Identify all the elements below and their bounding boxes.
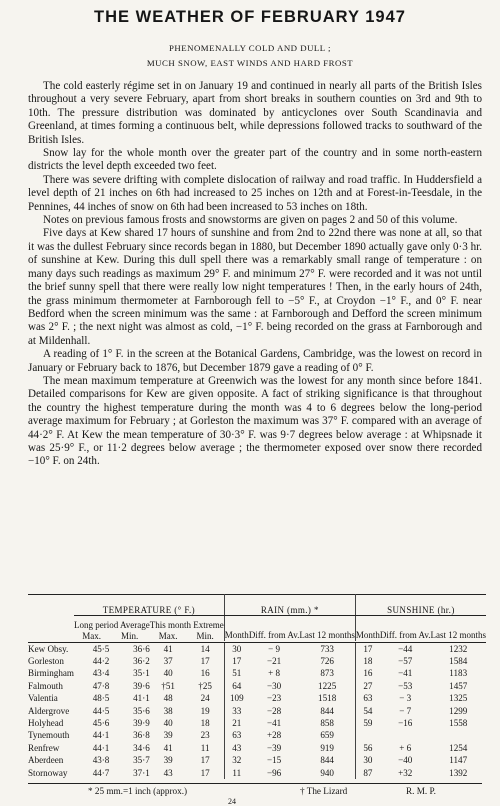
cell-sun-12: 1558	[449, 718, 468, 729]
table-row	[28, 655, 486, 667]
table-row	[28, 717, 486, 729]
cell-sun-month	[355, 729, 380, 741]
cell-sun-month: 18	[363, 656, 373, 667]
sun-month-header: Month	[355, 630, 380, 640]
cell-rain-12: 659	[299, 729, 355, 741]
cell-avg-max: 48·5	[92, 693, 110, 704]
cell-station: Renfrew	[28, 742, 60, 753]
cell-rain-12: 844	[299, 704, 355, 716]
cell-ext-min: 16	[186, 667, 224, 679]
cell-sun-diff: −53	[398, 680, 413, 691]
paragraph: The mean maximum temperature at Greenwich was the lowest for any month since before 1841. Detailed comparisons for Kew are given opposite. A fact of striking significance is that throughout the country the highest temperature during the month was 4 to 6 degrees below the long-period average maximum for February ; at Gorleston the maximum was 37° F. compared with an average of 44·2° F. At Kew the mean temperature of 30·3° F. was 9·7 degrees below average : at Whipsnade it was 25·9° F., or 11·2 degrees below average ; the thermometer exposed over snow there recorded −10° F. on 24th.	[28, 374, 482, 468]
cell-rain-diff: −39	[266, 742, 282, 753]
cell-rain-diff: −15	[266, 755, 282, 766]
cell-sun-diff: +32	[398, 767, 413, 778]
cell-ext-max: 40	[163, 668, 173, 679]
cell-sun-month: 54	[363, 705, 373, 716]
cell-sun-month: 59	[363, 718, 373, 729]
cell-sun-12: 1254	[449, 742, 468, 753]
cell-avg-max: 44·1	[92, 730, 110, 741]
cell-station: Valentia	[28, 693, 58, 704]
cell-ext-min: 23	[186, 729, 224, 741]
cell-avg-min: 36·2	[133, 656, 150, 667]
cell-rain-12: 1518	[299, 692, 355, 704]
cell-sun-month: 30	[363, 755, 373, 766]
table-row	[28, 667, 486, 679]
cell-ext-min: 17	[186, 766, 224, 778]
cell-rain-month: 32	[232, 755, 242, 766]
cell-sun-month: 63	[363, 693, 373, 704]
this-month-extreme-header: This month Extreme	[150, 616, 225, 631]
cell-sun-12	[430, 729, 486, 741]
cell-ext-min: †25	[186, 680, 224, 692]
cell-rain-diff: −30	[266, 680, 282, 691]
cell-sun-month: 87	[363, 767, 373, 778]
lizard-footnote: † The Lizard	[300, 786, 348, 796]
cell-sun-12: 1299	[449, 705, 468, 716]
cell-sun-12: 1584	[449, 656, 468, 667]
table-footer	[28, 783, 482, 796]
cell-avg-min: 39·9	[133, 718, 150, 729]
cell-sun-12: 1457	[449, 680, 468, 691]
cell-station: Stornoway	[28, 767, 68, 778]
cell-station: Falmouth	[28, 680, 63, 691]
paragraph: Snow lay for the whole month over the greater part of the country and in some north-eastern districts the level depth exceeded two feet.	[28, 147, 482, 173]
cell-rain-12: 858	[299, 717, 355, 729]
cell-sun-diff	[380, 729, 431, 741]
cell-sun-diff: −57	[398, 656, 413, 667]
cell-rain-month: 11	[232, 767, 242, 778]
cell-station: Birmingham	[28, 668, 74, 679]
table-row	[28, 680, 486, 692]
cell-rain-diff: −23	[266, 693, 282, 704]
cell-station: Holyhead	[28, 718, 64, 729]
subtitle-line-1: PHENOMENALLY COLD AND DULL ;	[168, 43, 331, 53]
cell-avg-min: 35·1	[133, 668, 150, 679]
cell-rain-month: 63	[232, 730, 242, 741]
cell-sun-diff: −41	[398, 668, 413, 679]
cell-sun-month: 17	[363, 643, 373, 654]
cell-rain-diff: −28	[266, 705, 282, 716]
cell-avg-min: 39·6	[133, 680, 150, 691]
cell-rain-month: 43	[232, 742, 242, 753]
cell-ext-max: 43	[163, 767, 173, 778]
cell-avg-max: 44·5	[92, 705, 110, 716]
cell-ext-max: 38	[163, 705, 173, 716]
cell-ext-min: 18	[186, 717, 224, 729]
cell-ext-max: 40	[163, 718, 173, 729]
cell-sun-month: 16	[363, 668, 373, 679]
page-number: 24	[228, 797, 236, 806]
cell-sun-12: 1147	[449, 755, 468, 766]
rain-last12-header: Last 12 months	[299, 616, 355, 641]
rain-group-header: RAIN (mm.) *	[224, 595, 355, 616]
cell-rain-month: 51	[232, 668, 242, 679]
cell-avg-max: 45·6	[92, 718, 110, 729]
sunshine-group-header: SUNSHINE (hr.)	[355, 595, 486, 616]
cell-ext-min: 17	[186, 655, 224, 667]
cell-station: Gorleston	[28, 656, 64, 667]
table-row	[28, 754, 486, 766]
cell-avg-min: 35·6	[133, 705, 150, 716]
rain-month-header: Month	[224, 630, 249, 640]
cell-ext-max: 41	[163, 643, 173, 654]
subtitle-line-2: MUCH SNOW, EAST WINDS AND HARD FROST	[146, 58, 354, 68]
cell-station: Aberdeen	[28, 755, 64, 766]
cell-avg-min: 41·1	[133, 693, 150, 704]
cell-sun-12: 1392	[449, 767, 468, 778]
cell-rain-diff: + 8	[268, 668, 281, 679]
cell-avg-min: 34·6	[133, 742, 150, 753]
ext-min-header: Min.	[186, 631, 224, 641]
cell-ext-min: 11	[186, 742, 224, 754]
article-body	[28, 80, 482, 469]
page-title: THE WEATHER OF FEBRUARY 1947	[94, 8, 406, 26]
table-row	[28, 642, 486, 655]
cell-rain-month: 17	[232, 656, 242, 667]
cell-ext-max: 48	[163, 693, 173, 704]
ext-max-header: Max.	[158, 630, 178, 641]
paragraph: There was severe drifting with complete dislocation of railway and road traffic. In Huddersfield a level depth of 21 inches on 6th had increased to 25 inches on 12th and at Forest-in-Teesdale, in the Pennines, 44 inches of snow on 6th had been increased to 53 inches on 18th.	[28, 173, 482, 213]
cell-ext-min: 17	[186, 754, 224, 766]
cell-avg-max: 45·5	[92, 643, 110, 654]
rain-footnote: * 25 mm.=1 inch (approx.)	[88, 786, 188, 796]
avg-min-header: Min.	[120, 630, 139, 641]
paragraph: Five days at Kew shared 17 hours of sunshine and from 2nd to 22nd there was none at all, so that it was the dullest February since records began in 1880, but December 1890 actually gave only 0·3 hr. of sunshine at Kew. During this dull spell there was a remarkably small range of temperature : on many days such readings as maximum 29° F. and minimum 27° F. were recorded and it was not until the brief sunny spell that there were really low night temperatures ! Then, in the early hours of 24th, the grass minimum thermometer at Farnborough fell to −5° F., at Croydon −1° F., and 0° F. near Bedford when the screen minimum was the same : at Farnborough and Defford the screen minimum was 2° F. ; the next night was almost as cold, −1° F. being recorded on the grass at Farnborough and at Mildenhall.	[28, 227, 482, 347]
cell-rain-diff: −21	[266, 656, 282, 667]
cell-sun-diff: − 3	[399, 693, 412, 704]
cell-rain-12: 919	[299, 742, 355, 754]
table-body	[28, 642, 486, 779]
paragraph: The cold easterly régime set in on January 19 and continued in nearly all parts of the British Isles throughout a very severe February, apart from short breaks in southern counties on 3rd and 9th to 10th. The pressure distribution was dominated by anticyclones over South Scandinavia and Greenland, at times forming a continuous belt, while depressions followed tracks to southward of the British Isles.	[28, 80, 482, 146]
cell-ext-min: 24	[186, 692, 224, 704]
cell-ext-min: 19	[186, 704, 224, 716]
sun-last12-header: Last 12 months	[430, 630, 486, 640]
cell-rain-diff: −96	[266, 767, 282, 778]
cell-sun-12: 1325	[449, 693, 468, 704]
author-initials: R. M. P.	[406, 786, 436, 796]
cell-ext-max: 39	[163, 755, 173, 766]
cell-rain-month: 21	[232, 718, 242, 729]
cell-avg-min: 36·6	[133, 643, 150, 654]
cell-sun-diff: −44	[398, 643, 413, 654]
cell-avg-max: 43·8	[92, 755, 110, 766]
cell-ext-max: 39	[163, 730, 173, 741]
paragraph: Notes on previous famous frosts and snowstorms are given on pages 2 and 50 of this volume.	[43, 214, 458, 227]
cell-sun-diff: − 7	[399, 705, 412, 716]
cell-avg-max: 44·1	[92, 742, 110, 753]
cell-sun-12: 1183	[449, 668, 468, 679]
cell-rain-12: 844	[299, 754, 355, 766]
cell-avg-min: 36·8	[133, 730, 150, 741]
cell-sun-month: 56	[363, 742, 373, 753]
cell-rain-12: 873	[299, 667, 355, 679]
cell-ext-max: 37	[163, 656, 173, 667]
long-period-average-header: Long period Average	[73, 620, 150, 630]
table-row	[28, 704, 486, 716]
cell-sun-diff: −16	[398, 718, 413, 729]
cell-rain-diff: −41	[266, 718, 282, 729]
cell-sun-diff: −40	[398, 755, 413, 766]
temperature-group-header: TEMPERATURE (° F.)	[74, 595, 224, 616]
cell-avg-min: 35·7	[133, 755, 150, 766]
table-row	[28, 692, 486, 704]
table-row	[28, 729, 486, 741]
table-row	[28, 766, 486, 778]
cell-sun-12: 1232	[449, 643, 468, 654]
avg-max-header: Max.	[82, 630, 102, 641]
cell-sun-diff: + 6	[399, 742, 412, 753]
table-row	[28, 742, 486, 754]
cell-ext-max: †51	[161, 680, 175, 691]
cell-ext-max: 41	[163, 742, 173, 753]
cell-rain-month: 109	[229, 693, 244, 704]
cell-rain-12: 726	[299, 655, 355, 667]
cell-station: Kew Obsy.	[28, 643, 69, 654]
cell-rain-12: 1225	[299, 680, 355, 692]
cell-ext-min: 14	[186, 642, 224, 655]
cell-rain-12: 940	[299, 766, 355, 778]
cell-rain-diff: − 9	[268, 643, 281, 654]
cell-rain-month: 33	[232, 705, 242, 716]
cell-station: Aldergrove	[28, 705, 70, 716]
cell-station: Tynemouth	[28, 730, 70, 741]
sun-diff-header: Diff. from Av.	[379, 630, 431, 640]
cell-rain-month: 30	[232, 643, 242, 654]
cell-sun-month: 27	[363, 680, 373, 691]
cell-rain-12: 733	[299, 642, 355, 655]
cell-avg-max: 44·2	[92, 656, 110, 667]
weather-statistics-table	[28, 594, 486, 779]
cell-avg-max: 44·7	[92, 767, 110, 778]
rain-diff-header: Diff. from Av.	[248, 630, 300, 640]
cell-rain-month: 64	[232, 680, 242, 691]
cell-avg-min: 37·1	[133, 767, 150, 778]
cell-avg-max: 47·8	[92, 680, 110, 691]
paragraph: A reading of 1° F. in the screen at the Botanical Gardens, Cambridge, was the lowest on record in January or February back to 1876, but December 1879 gave a reading of 0° F.	[28, 348, 482, 374]
cell-avg-max: 43·4	[92, 668, 110, 679]
cell-rain-diff: +28	[266, 730, 282, 741]
